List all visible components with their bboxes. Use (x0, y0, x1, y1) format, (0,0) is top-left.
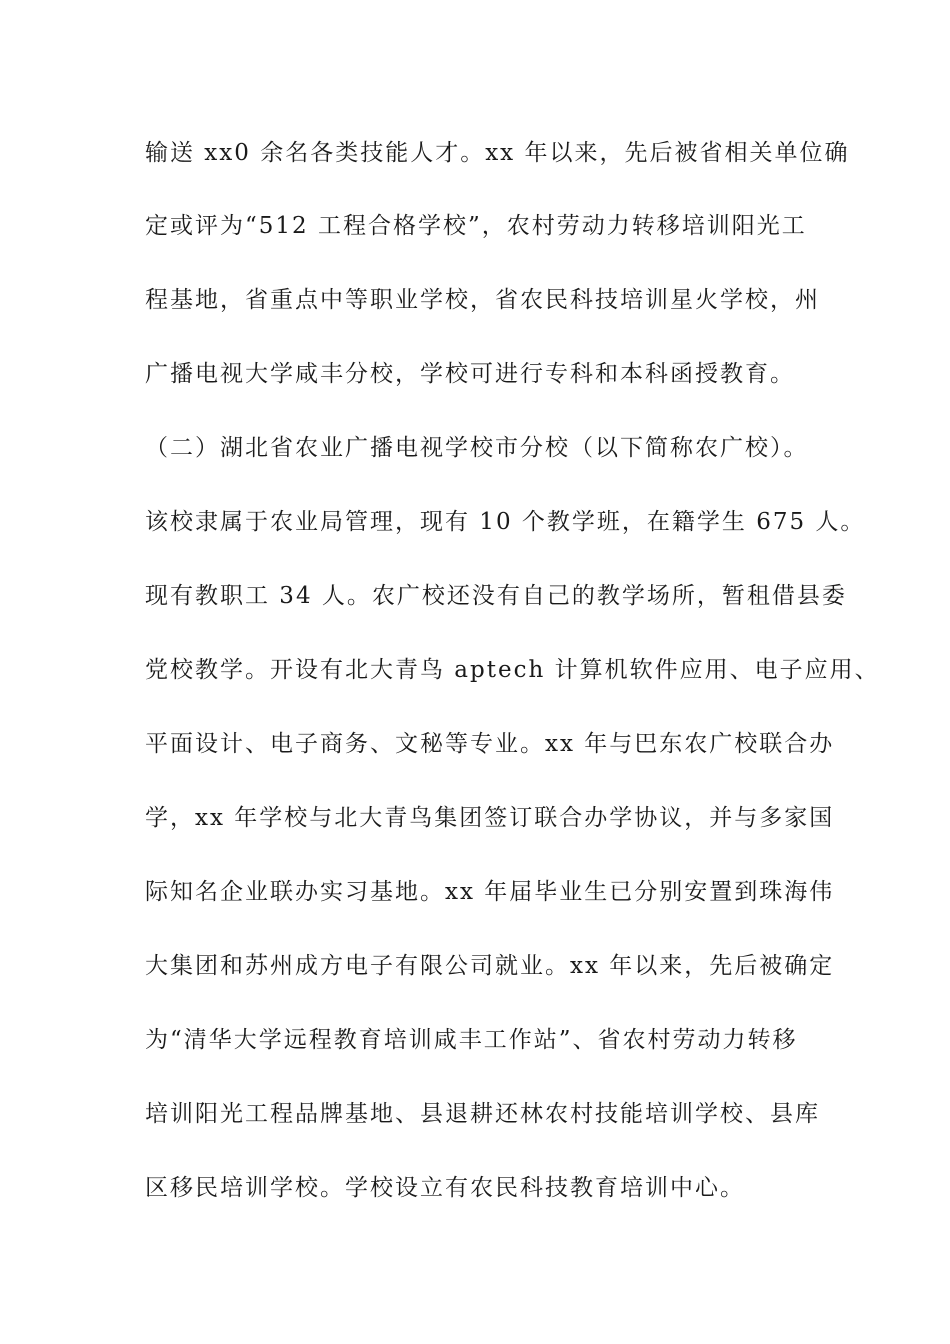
paragraph-line: 输送 xx0 余名各类技能人才。xx 年以来，先后被省相关单位确 (145, 140, 850, 166)
paragraph-line: 该校隶属于农业局管理，现有 10 个教学班，在籍学生 675 人。 (145, 509, 866, 535)
paragraph-line: 现有教职工 34 人。农广校还没有自己的教学场所，暂租借县委 (145, 583, 847, 609)
paragraph-line: 平面设计、电子商务、文秘等专业。xx 年与巴东农广校联合办 (145, 731, 835, 757)
paragraph-line: 培训阳光工程品牌基地、县退耕还林农村技能培训学校、县库 (145, 1101, 820, 1127)
paragraph-line: 区移民培训学校。学校设立有农民科技教育培训中心。 (145, 1175, 745, 1201)
paragraph-line: 广播电视大学咸丰分校，学校可进行专科和本科函授教育。 (145, 361, 795, 387)
paragraph-line: 定或评为“512 工程合格学校”，农村劳动力转移培训阳光工 (145, 213, 807, 239)
paragraph-line: 程基地，省重点中等职业学校，省农民科技培训星火学校，州 (145, 287, 820, 313)
section-heading: （二）湖北省农业广播电视学校市分校（以下简称农广校）。 (145, 435, 809, 461)
paragraph-line: 际知名企业联办实习基地。xx 年届毕业生已分别安置到珠海伟 (145, 879, 835, 905)
paragraph-line: 为“清华大学远程教育培训咸丰工作站”、省农村劳动力转移 (145, 1027, 798, 1053)
paragraph-line: 学，xx 年学校与北大青鸟集团签订联合办学协议，并与多家国 (145, 805, 835, 831)
paragraph-line: 党校教学。开设有北大青鸟 aptech 计算机软件应用、电子应用、 (145, 657, 880, 683)
paragraph-line: 大集团和苏州成方电子有限公司就业。xx 年以来，先后被确定 (145, 953, 835, 979)
